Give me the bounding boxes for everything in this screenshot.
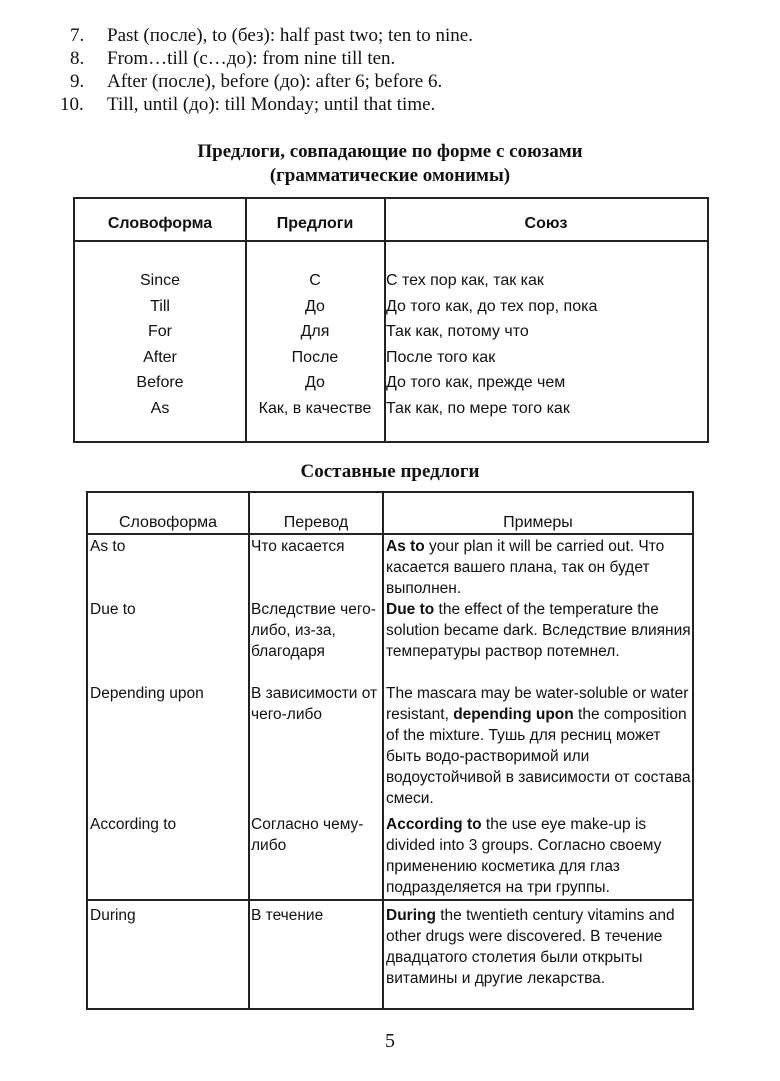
example-text: the effect of the temperature the solution became dark. Вследствие влияния температуры раствор потемнел. (386, 601, 691, 660)
bold-term: depending upon (453, 706, 574, 723)
wordform-column (75, 268, 245, 422)
section-heading-homonyms: Предлоги, совпадающие по форме с союзами (197, 141, 583, 162)
table-cell: Till (150, 297, 170, 315)
cell-example-according-to (386, 814, 692, 898)
header-wordform: Словоформа (118, 514, 218, 531)
header-divider (75, 240, 707, 242)
cell-example-as-to (386, 536, 692, 599)
conjunction-column (386, 268, 706, 422)
bold-term: According to (386, 816, 482, 833)
bold-term: During (386, 907, 436, 924)
list-text: After (после), before (до): after 6; before 6. (107, 71, 443, 92)
bold-term: As to (386, 538, 425, 555)
list-text: Till, until (до): till Monday; until that time. (107, 94, 436, 115)
cell-example-depending-upon (386, 683, 692, 809)
list-number: 10. (60, 94, 84, 115)
list-item (60, 93, 473, 116)
header-translation: Перевод (283, 514, 349, 531)
list-item (70, 47, 473, 70)
list-text: From…till (с…до): from nine till ten. (107, 48, 396, 69)
cell-translation-as-to: Что касается (251, 538, 345, 555)
list-number: 7. (70, 25, 85, 46)
header-examples: Примеры (503, 514, 573, 531)
cell-form-due-to: Due to (90, 601, 136, 618)
cell-translation-according-to: Согласно чему-либо (251, 816, 364, 854)
row-divider (88, 899, 692, 901)
header-wordform: Словоформа (107, 215, 213, 232)
column-divider (248, 493, 250, 1008)
example-text: The mascara may be water-soluble or water resistant, (386, 685, 689, 723)
table-cell: До того как, до тех пор, пока (386, 297, 598, 315)
cell-example-due-to (386, 599, 692, 662)
example-text: the use eye make-up is divided into 3 groups. Согласно своему применению косметика для глаз подразделяется на три группы. (386, 816, 662, 896)
table-cell: После того как (386, 348, 496, 366)
table-cell: After (143, 348, 177, 366)
list-number: 9. (70, 71, 85, 92)
bold-term: Due to (386, 601, 435, 618)
table-cell: Before (136, 374, 184, 392)
list-item (70, 70, 473, 93)
table-cell: Так как, по мере того как (386, 399, 570, 417)
cell-form-as-to: As to (90, 538, 126, 555)
table-cell: До (305, 374, 325, 392)
table-cell: Как, в качестве (258, 399, 372, 417)
table-cell: Since (139, 272, 181, 289)
compound-prepositions-table (86, 491, 694, 1010)
list-item (70, 24, 473, 47)
table-cell: С (309, 272, 321, 289)
table-cell: С тех пор как, так как (386, 272, 544, 289)
prepositions-column (247, 268, 383, 422)
cell-translation-during: В течение (251, 907, 324, 924)
section-heading-compound: Составные предлоги (300, 461, 480, 482)
table-header-row (75, 215, 707, 239)
list-text: Past (после), to (без): half past two; ten to nine. (107, 25, 473, 46)
homonyms-table (73, 197, 709, 443)
numbered-list (60, 24, 473, 116)
page-number: 5 (385, 1030, 395, 1052)
list-number: 8. (70, 48, 85, 69)
cell-form-according-to: According to (90, 816, 177, 833)
table-cell: Для (300, 323, 330, 341)
table-cell: As (150, 399, 170, 417)
example-text: the composition of the mixture. Тушь для ресниц может быть водо-растворимой или водоустойчивой в зависимости от состава смеси. (386, 706, 691, 807)
table-cell: Так как, потому что (386, 323, 529, 341)
section-subheading-homonyms: (грамматические омонимы) (269, 165, 511, 186)
header-divider (88, 533, 692, 535)
header-conjunction: Союз (524, 215, 568, 232)
table-cell: До (305, 297, 325, 315)
column-divider (382, 493, 384, 1008)
cell-form-depending-upon: Depending upon (90, 685, 204, 702)
example-text: your plan it will be carried out. Что касается вашего плана, так он будет выполнен. (386, 538, 665, 597)
cell-translation-due-to: Вследствие чего-либо, из-за, благодаря (251, 601, 376, 660)
cell-translation-depending-upon: В зависимости от чего-либо (251, 685, 378, 723)
header-prepositions: Предлоги (276, 215, 354, 232)
table-cell: До того как, прежде чем (386, 374, 566, 392)
cell-form-during: During (90, 907, 136, 924)
table-cell: После (291, 348, 339, 366)
table-cell: For (148, 323, 172, 341)
cell-example-during (386, 905, 692, 989)
example-text: the twentieth century vitamins and other drugs were discovered. В течение двадцатого столетия были открыты витамины и другие лекарства. (386, 907, 675, 987)
